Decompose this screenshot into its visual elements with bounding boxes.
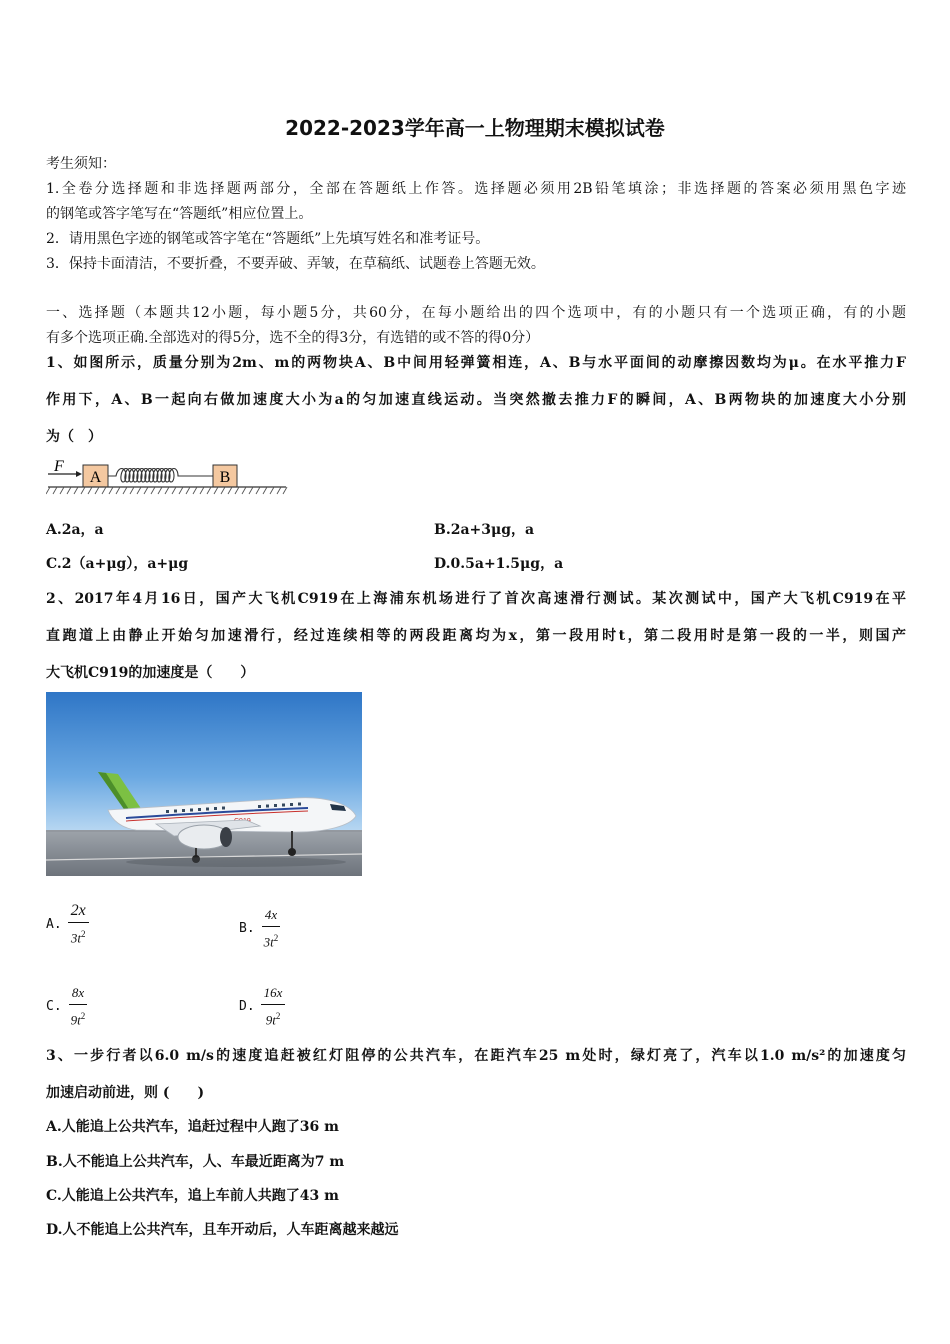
q2-option-a (46, 902, 89, 947)
q2-option-b (239, 906, 281, 951)
q3-stem-line2: 加速启动前进，则 ( ) (46, 1085, 205, 1101)
q2-option-b-numerator: 4x (262, 906, 280, 927)
plane-shadow (126, 857, 346, 867)
q2-option-c-denominator: 9t (70, 1012, 81, 1028)
page-title: 2022-2023学年高一上物理期末模拟试卷 (285, 116, 665, 140)
q2-option-c-fraction (68, 984, 89, 1029)
spring (108, 469, 213, 483)
q2-option-a-fraction (68, 902, 89, 947)
q2-stem-line2: 直跑道上由静止开始匀加速滑行，经过连续相等的两段距离均为x，第一段用时t，第二段用时是第一段的一半，则国产 (46, 628, 906, 644)
q2-option-a-letter: A. (46, 917, 62, 933)
q3-option-a: A.人能追上公共汽车，追赶过程中人跑了36 m (46, 1119, 339, 1135)
block-a-label: A (89, 469, 102, 486)
q2-option-d-denominator: 9t (265, 1012, 276, 1028)
q2-option-b-fraction (261, 906, 282, 951)
q2-option-c-letter: C. (46, 999, 62, 1015)
q2-option-b-exponent: 2 (273, 933, 279, 943)
section-heading-line1: 一、选择题（本题共12小题，每小题5分，共60分，在每小题给出的四个选项中，有的小题只有一个选项正确，有的小题 (46, 305, 906, 321)
q2-option-d-exponent: 2 (275, 1011, 281, 1021)
q2-option-b-denominator: 3t (263, 934, 274, 950)
nose-wheel (288, 848, 296, 856)
ground-hatching (46, 487, 287, 494)
q1-spring-figure (46, 454, 291, 500)
q2-option-d-numerator: 16x (261, 984, 286, 1005)
q3-option-c: C.人能追上公共汽车，追上车前人共跑了43 m (46, 1188, 339, 1204)
q3-option-d: D.人不能追上公共汽车，且车开动后，人车距离越来越远 (46, 1222, 399, 1238)
q1-option-d: D.0.5a+1.5μg，a (434, 556, 564, 572)
notice-item-3: 3．保持卡面清洁，不要折叠，不要弄破、弄皱，在草稿纸、试题卷上答题无效。 (46, 256, 545, 272)
section-heading-line2: 有多个选项正确.全部选对的得5分，选不全的得3分，有选错的或不答的得0分） (46, 330, 540, 346)
notice-item-1: 1.全卷分选择题和非选择题两部分，全部在答题纸上作答。选择题必须用2B铅笔填涂；非选择题的答案必须用黑色字迹 (46, 181, 906, 197)
q2-option-c-numerator: 8x (69, 984, 87, 1005)
notice-item-2: 2．请用黑色字迹的钢笔或答字笔在“答题纸”上先填写姓名和准考证号。 (46, 231, 490, 247)
q2-option-d-letter: D. (239, 999, 255, 1015)
q2-option-b-letter: B. (239, 921, 255, 937)
force-label: F (54, 458, 64, 475)
q1-option-c: C.2（a+μg），a+μg (46, 556, 189, 572)
notice-heading: 考生须知： (46, 156, 116, 172)
q2-option-d-fraction (261, 984, 286, 1029)
notice-item-1-cont: 的钢笔或答字笔写在“答题纸”相应位置上。 (46, 206, 313, 222)
q2-option-a-denominator: 3t (70, 930, 82, 946)
q2-option-c-exponent: 2 (80, 1011, 86, 1021)
q3-stem-line1: 3、一步行者以6.0 m/s的速度追赶被红灯阻停的公共汽车，在距汽车25 m处时，绿灯亮了，汽车以1.0 m/s²的加速度匀 (46, 1048, 906, 1064)
q2-option-d (239, 984, 285, 1029)
q1-option-a: A.2a，a (46, 522, 104, 538)
engine-intake (220, 827, 232, 847)
q2-stem-line3: 大飞机C919的加速度是（ ） (46, 665, 255, 681)
q1-option-b: B.2a+3μg，a (434, 522, 535, 538)
q2-option-c (46, 984, 88, 1029)
q2-option-a-numerator: 2x (68, 902, 89, 923)
q1-stem-line3: 为（ ） (46, 429, 102, 445)
q1-stem-line2: 作用下，A、B一起向右做加速度大小为a的匀加速直线运动。当突然撤去推力F的瞬间，A、B两物块的加速度大小分别 (46, 392, 906, 408)
force-arrowhead (76, 471, 82, 477)
block-b-label: B (219, 469, 231, 486)
q1-stem-line1: 1、如图所示，质量分别为2m、m的两物块A、B中间用轻弹簧相连，A、B与水平面间的动摩擦因数均为μ。在水平推力F (46, 355, 906, 371)
q2-stem-line1: 2、2017年4月16日，国产大飞机C919在上海浦东机场进行了首次高速滑行测试。某次测试中，国产大飞机C919在平 (46, 591, 906, 607)
q2-option-a-exponent: 2 (81, 929, 86, 939)
q3-option-b: B.人不能追上公共汽车，人、车最近距离为7 m (46, 1154, 345, 1170)
c919-airplane-photo (46, 692, 362, 876)
